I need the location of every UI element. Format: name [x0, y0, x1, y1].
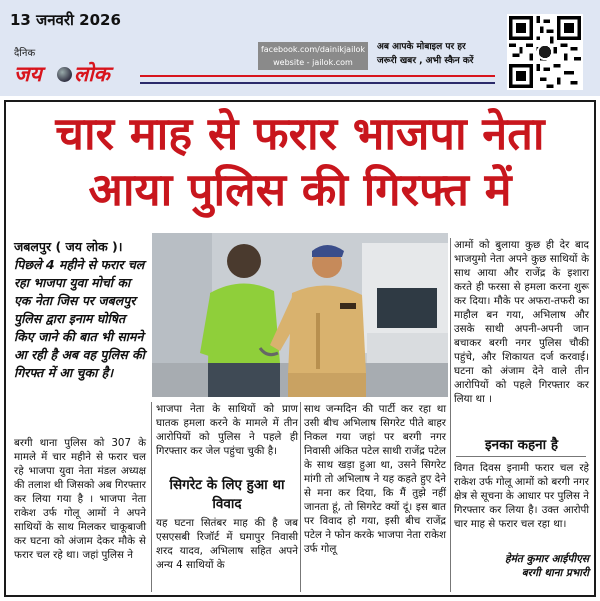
- column-2-text: भाजपा नेता के साथियों को प्राण घातक हमला करने के मामले में तीन आरोपियों को पुलिस ने पहले ही गिरफ्तार कर जेल पहुंचा चुकी है।: [156, 403, 298, 457]
- byline-name: हेमंत कुमार आईपीएस: [505, 553, 589, 565]
- lead-paragraph: [14, 238, 149, 382]
- globe-icon: [57, 67, 72, 82]
- logo-text-right: लोक: [74, 62, 110, 86]
- edition-date: 13 जनवरी 2026: [10, 11, 121, 29]
- column-divider: [300, 402, 301, 592]
- divider-line: [140, 75, 495, 77]
- logo-text-left: जय: [14, 62, 42, 86]
- column-1-text: बरगी थाना पुलिस को 307 के मामले में चार महीने से फरार चल रहे भाजपा युवा नेता मंडल अध्यक्ष की तलाश थी जिसको अब गिरफ्तार कर लिया गया है । भाजपा नेता राकेश उर्फ गोलू आमों ने अपने साथियों के साथ मिलकर चाकूबाजी कर घटना को अंजाम देकर मौके से फरार चल रहे था। जहां पुलिस ने: [14, 437, 146, 561]
- byline-title: बरगी थाना प्रभारी: [521, 567, 589, 579]
- column-3-text: साथ जन्मदिन की पार्टी कर रहा था उसी बीच अभिलाष सिगरेट पीते बाहर निकल गया जहां पर बरगी नगर निवासी अंकित पटेल साथी राजेंद्र पटेल के साथ खड़ा हुआ था, उसने सिगरेट मांगी तो अभिलाष ने यह कहते हुए देने से मना कर दिया, कि मैं तुझे नहीं जानता हूं, तो सिगरेट क्यों दूं। इस बात पर विवाद हो गया, इसी बीच राजेंद्र पटेल ने फोन करके भाजपा नेता राकेश उर्फ गोलू: [304, 403, 446, 555]
- masthead: [0, 0, 600, 96]
- dateline: जबलपुर ( जय लोक )।: [14, 239, 123, 254]
- column-divider: [450, 238, 451, 592]
- lead-text: पिछले 4 महीने से फरार चल रहा भाजपा युवा मोर्चा का एक नेता जिस पर जबलपुर पुलिस द्वारा इनाम घोषित किए जाने की बात भी सामने आ रही है अब वह पुलिस की गिरफ्त में आ चुका है।: [14, 257, 145, 380]
- subheading-cigarette-dispute: सिगरेट के लिए हुआ था विवाद: [169, 477, 285, 512]
- official-statement-text: विगत दिवस इनामी फरार चल रहे राकेश उर्फ गोलू आमों को बरगी नगर क्षेत्र से सूचना के आधार पर पुलिस ने गिरफ्तार कर लिया है। उक्त आरोपी चार माह से फरार चल रहा था।: [454, 462, 589, 530]
- promo-line-1: अब आपके मोबाइल पर हर: [377, 42, 466, 52]
- headline-line-2: आया पुलिस की गिरफ्त में: [88, 163, 512, 216]
- scan-promo: [377, 40, 474, 68]
- facebook-link[interactable]: facebook.com/dainikjailok: [260, 45, 366, 54]
- official-byline: [454, 552, 589, 580]
- divider-line: [140, 82, 495, 84]
- qr-code-icon[interactable]: [507, 14, 583, 90]
- column-4-text: आमों को बुलाया कुछ ही देर बाद भाजयुमो नेता अपने कुछ साथियों के साथ आया और राजेंद्र के इशारा करते ही फरसा से हमला करना शुरू कर दिया। मौके पर अफरा-तफरी का माहौल बन गया, अभिलाष और उसके साथी अपनी-अपनी जान बचाकर बरगी नगर पुलिस चौकी पहुंचे, और शिकायत दर्ज करवाई। घटना को अंजाम देने वाले तीन आरोपियों को पहले गिरफ्तार कर लिया था ।: [454, 239, 589, 405]
- article-headline: [4, 106, 596, 218]
- subhead-underline: [456, 456, 586, 457]
- subheading-official-statement: इनका कहना है: [484, 437, 559, 453]
- arrest-photo: [152, 233, 448, 397]
- column-2-continued: यह घटना सितंबर माह की है जब एसएसबी रिजॉर्ट में घमापुर निवासी शरद यादव, अभिलाष सहित अपने अन्य 4 साथियों के: [156, 517, 298, 571]
- social-info-box: [258, 42, 368, 70]
- newspaper-logo[interactable]: [12, 58, 132, 88]
- column-divider: [151, 402, 152, 592]
- headline-line-1: चार माह से फरार भाजपा नेता: [55, 107, 545, 160]
- website-link[interactable]: website - jailok.com: [273, 58, 353, 67]
- logo-dainik: दैनिक: [14, 48, 36, 59]
- promo-line-2: जरूरी खबर , अभी स्कैन करें: [377, 56, 474, 66]
